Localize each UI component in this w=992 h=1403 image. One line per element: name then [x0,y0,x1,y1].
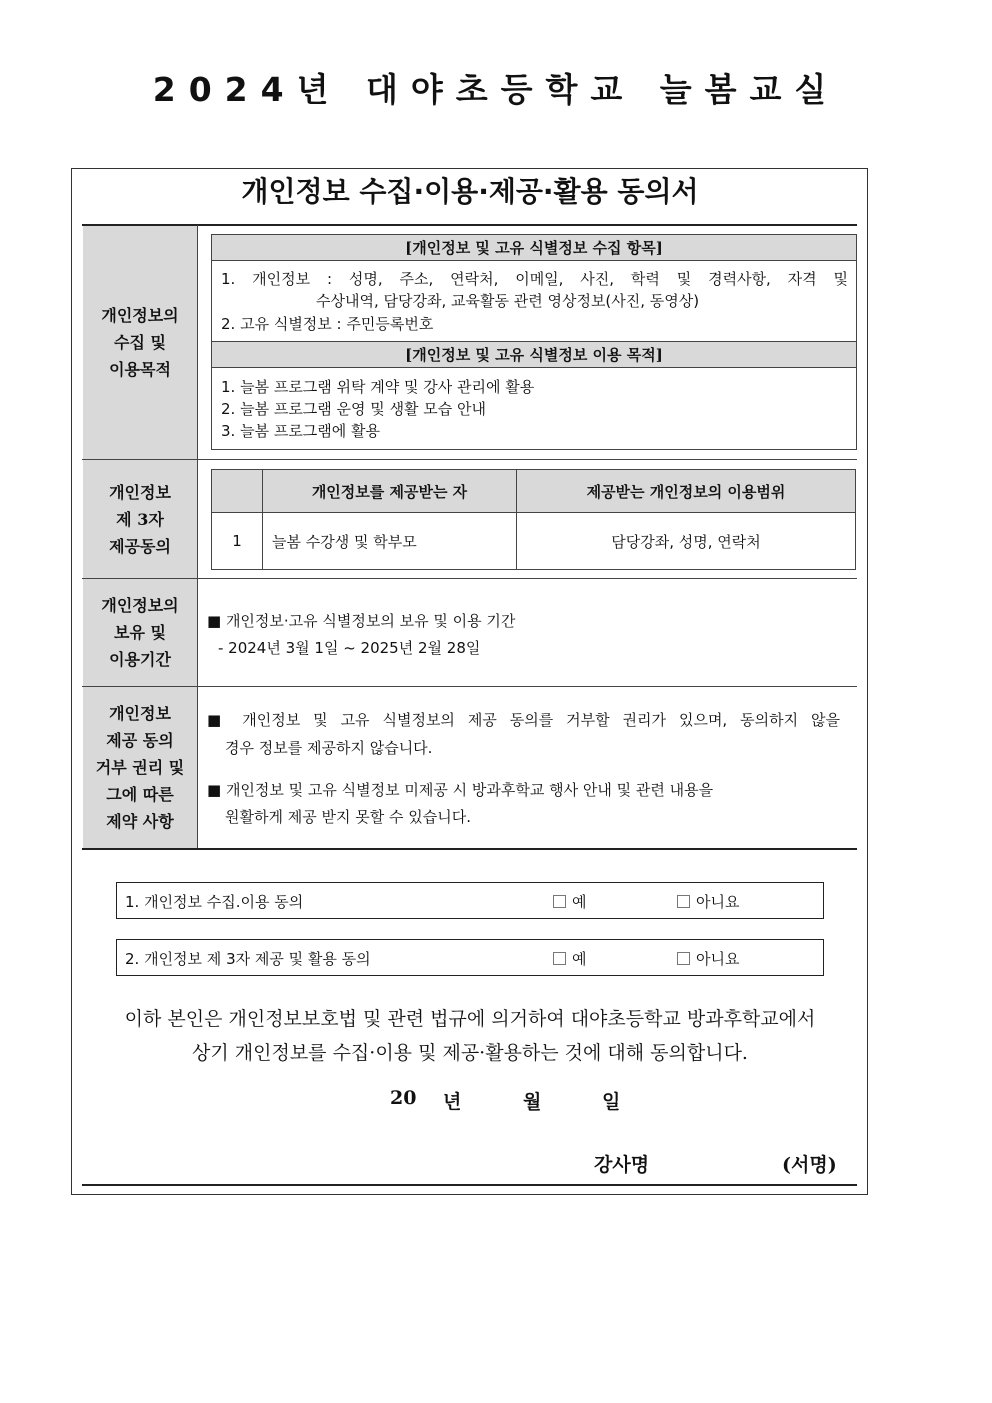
table-header-row [212,470,856,513]
collect-item-line: 2. 고유 식별정보 : 주민등록번호 [221,315,434,333]
date-day-label: 일 [602,1091,621,1113]
row-number: 1 [212,513,263,570]
section-divider-3 [82,686,857,687]
refusal-bullet-2: ■ 개인정보 및 고유 식별정보 미제공 시 방과후학교 행사 안내 및 관련 내용을 [207,781,714,799]
col-recipient-header: 개인정보를 제공받는 자 [263,470,517,513]
option-label: 아니요 [696,893,740,911]
purpose-line: 2. 늘봄 프로그램 운영 및 생활 모습 안내 [221,400,487,418]
consent-no-option[interactable] [677,891,739,912]
consent-collection-row [116,882,824,919]
date-year-label: 년 [443,1091,462,1113]
section-label-third-party [83,460,197,578]
section-label-text: 개인정보 제공 동의 거부 권리 및 그에 따른 제약 사항 [95,704,185,831]
document-title: 2024년 대야초등학교 늘봄교실 [152,70,840,109]
signature-label: (서명) [782,1154,837,1176]
section-divider-2 [82,578,857,579]
checkbox-icon[interactable] [553,895,566,908]
retention-bullet: ■ 개인정보·고유 식별정보의 보유 및 이용 기간 [207,612,516,630]
option-label: 예 [572,893,587,911]
section-label-refusal-rights [83,687,197,848]
section-label-text: 개인정보의 보유 및 이용기간 [101,596,179,669]
consent-yes-option[interactable] [553,948,587,969]
row-recipient: 늘봄 수강생 및 학부모 [263,513,517,570]
agreement-statement-line-1: 이하 본인은 개인정보보호법 및 관련 법규에 의거하여 대야초등학교 방과후학교에서 [124,1008,816,1030]
section-label-retention [83,579,197,686]
purpose-line: 1. 늘봄 프로그램 위탁 계약 및 강사 관리에 활용 [221,378,535,396]
row-scope: 담당강좌, 성명, 연락처 [517,513,856,570]
collect-item-line: 수상내역, 담당강좌, 교육활동 관련 영상정보(사진, 동영상) [316,292,700,310]
refusal-bullet-2-cont: 원활하게 제공 받지 못할 수 있습니다. [225,808,471,826]
purpose-line: 3. 늘봄 프로그램에 활용 [221,422,381,440]
section-divider-1 [82,459,857,460]
retention-period: - 2024년 3월 1일 ~ 2025년 2월 28일 [218,639,481,657]
consent-third-party-row [116,939,824,976]
date-year-prefix: 20 [390,1087,417,1109]
option-label: 예 [572,950,587,968]
option-label: 아니요 [696,950,740,968]
table-row [212,513,856,570]
consent-question: 1. 개인정보 수집.이용 동의 [125,893,304,911]
consent-question: 2. 개인정보 제 3자 제공 및 활용 동의 [125,950,371,968]
date-month-label: 월 [523,1091,542,1113]
consent-no-option[interactable] [677,948,739,969]
section-label-text: 개인정보 제 3자 제공동의 [109,482,171,556]
third-party-table [211,469,856,570]
col-scope-header: 제공받는 개인정보의 이용범위 [517,470,856,513]
form-title: 개인정보 수집·이용·제공·활용 동의서 [241,175,699,208]
checkbox-icon[interactable] [677,895,690,908]
instructor-name-label: 강사명 [594,1154,650,1176]
consent-yes-option[interactable] [553,891,587,912]
title-divider [82,224,857,226]
section-label-text: 개인정보의 수집 및 이용목적 [101,306,179,379]
refusal-bullet-1-cont: 경우 정보를 제공하지 않습니다. [225,739,433,757]
signature-underline [82,1184,857,1186]
collect-items-header: [개인정보 및 고유 식별정보 수집 항목] [212,235,856,261]
section-label-collection-purpose [83,226,197,459]
table-bottom-divider [82,848,857,850]
checkbox-icon[interactable] [553,952,566,965]
checkbox-icon[interactable] [677,952,690,965]
label-column-divider [197,225,198,848]
refusal-bullet-1: ■ 개인정보 및 고유 식별정보의 제공 동의를 거부할 권리가 있으며, 동의하지 않을 [207,711,840,729]
col-number-header [212,470,263,513]
collect-item-line: 1. 개인정보 : 성명, 주소, 연락처, 이메일, 사진, 학력 및 경력사항, 자격 및 [221,270,848,288]
collection-info-box [211,234,857,450]
purpose-header: [개인정보 및 고유 식별정보 이용 목적] [212,341,856,368]
agreement-statement-line-2: 상기 개인정보를 수집·이용 및 제공·활용하는 것에 대해 동의합니다. [192,1042,748,1064]
